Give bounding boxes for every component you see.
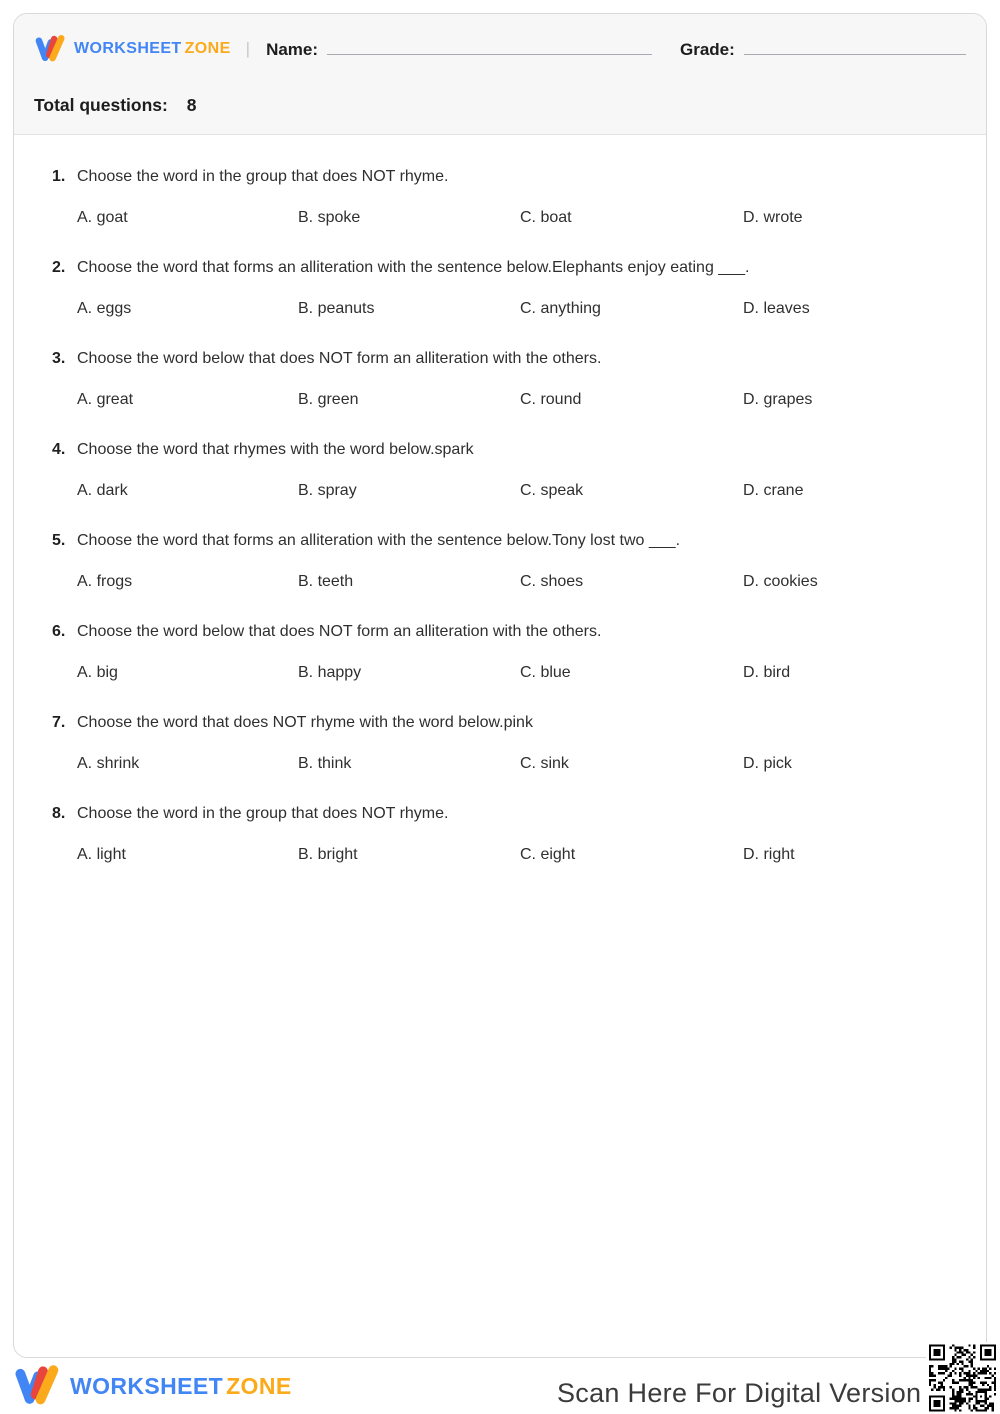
option-item[interactable]: D. crane xyxy=(743,482,804,499)
question-text: Choose the word that forms an alliteration with the sentence below.Elephants enjoy eating ___. xyxy=(77,259,750,276)
options-row xyxy=(77,571,946,592)
options-row xyxy=(77,480,946,501)
option-item[interactable]: C. anything xyxy=(520,300,601,317)
logo-worksheet-text: WORKSHEET xyxy=(70,1372,224,1399)
option-item[interactable]: B. think xyxy=(298,755,352,772)
question-number: 7. xyxy=(52,714,66,731)
option-item[interactable]: D. bird xyxy=(743,664,791,681)
options-row xyxy=(77,389,946,410)
question-item-4 xyxy=(52,439,946,501)
footer-logo xyxy=(13,1364,292,1408)
option-item[interactable]: D. leaves xyxy=(743,300,810,317)
option-item[interactable]: A. shrink xyxy=(77,755,140,772)
worksheetzone-logo-text xyxy=(74,40,231,58)
option-item[interactable]: C. boat xyxy=(520,209,572,226)
grade-input-line[interactable] xyxy=(744,39,966,55)
option-item[interactable]: B. spray xyxy=(298,482,357,499)
worksheetzone-logo-icon xyxy=(13,1364,62,1408)
option-item[interactable]: B. bright xyxy=(298,846,358,863)
logo-zone-text: ZONE xyxy=(184,40,231,57)
option-item[interactable]: C. sink xyxy=(520,755,569,772)
worksheet-card xyxy=(13,13,987,1358)
option-item[interactable]: B. teeth xyxy=(298,573,354,590)
total-questions-row xyxy=(34,96,966,114)
option-item[interactable]: A. big xyxy=(77,664,118,681)
question-text: Choose the word below that does NOT form an alliteration with the others. xyxy=(77,623,602,640)
options-row xyxy=(77,207,946,228)
grade-field xyxy=(680,39,966,60)
logo-worksheet-text: WORKSHEET xyxy=(74,40,182,57)
option-item[interactable]: B. green xyxy=(298,391,359,408)
name-label: Name: xyxy=(266,39,319,59)
question-number: 2. xyxy=(52,259,66,276)
question-text: Choose the word in the group that does NOT rhyme. xyxy=(77,805,449,822)
footer-logo-text xyxy=(70,1373,292,1400)
options-row xyxy=(77,844,946,865)
option-item[interactable]: D. wrote xyxy=(743,209,803,226)
question-item-6 xyxy=(52,621,946,683)
option-item[interactable]: B. spoke xyxy=(298,209,361,226)
option-item[interactable]: D. cookies xyxy=(743,573,818,590)
logo-separator: | xyxy=(245,39,251,58)
logo-zone-text: ZONE xyxy=(226,1372,292,1399)
option-item[interactable]: B. peanuts xyxy=(298,300,375,317)
question-number: 4. xyxy=(52,441,66,458)
question-item-2 xyxy=(52,257,946,319)
question-number: 8. xyxy=(52,805,66,822)
question-text: Choose the word that rhymes with the word below.spark xyxy=(77,441,474,458)
worksheetzone-logo-icon xyxy=(34,34,67,64)
name-field xyxy=(266,39,652,60)
total-questions-label: Total questions: xyxy=(34,95,168,115)
name-input-line[interactable] xyxy=(327,39,652,55)
option-item[interactable]: D. grapes xyxy=(743,391,813,408)
question-item-8 xyxy=(52,803,946,865)
total-questions-value: 8 xyxy=(186,95,197,115)
question-text: Choose the word in the group that does NOT rhyme. xyxy=(77,168,449,185)
option-item[interactable]: C. speak xyxy=(520,482,584,499)
qr-code-image xyxy=(926,1342,999,1414)
question-text: Choose the word that does NOT rhyme with the word below.pink xyxy=(77,714,533,731)
question-number: 3. xyxy=(52,350,66,367)
option-item[interactable]: A. eggs xyxy=(77,300,132,317)
option-item[interactable]: C. blue xyxy=(520,664,571,681)
question-text: Choose the word below that does NOT form an alliteration with the others. xyxy=(77,350,602,367)
question-item-5 xyxy=(52,530,946,592)
option-item[interactable]: A. light xyxy=(77,846,126,863)
option-item[interactable]: A. great xyxy=(77,391,134,408)
question-number: 5. xyxy=(52,532,66,549)
option-item[interactable]: C. shoes xyxy=(520,573,584,590)
worksheetzone-logo xyxy=(34,34,231,64)
questions-section xyxy=(14,135,986,865)
question-item-1 xyxy=(52,166,946,228)
option-item[interactable]: B. happy xyxy=(298,664,362,681)
question-item-7 xyxy=(52,712,946,774)
option-item[interactable]: A. frogs xyxy=(77,573,133,590)
option-item[interactable]: A. goat xyxy=(77,209,128,226)
option-item[interactable]: D. pick xyxy=(743,755,792,772)
question-item-3 xyxy=(52,348,946,410)
scan-here-text: Scan Here For Digital Version xyxy=(557,1378,922,1408)
question-text: Choose the word that forms an alliteration with the sentence below.Tony lost two ___. xyxy=(77,532,681,549)
option-item[interactable]: A. dark xyxy=(77,482,128,499)
options-row xyxy=(77,753,946,774)
options-row xyxy=(77,662,946,683)
header-row xyxy=(34,34,966,64)
option-item[interactable]: D. right xyxy=(743,846,795,863)
qr-code xyxy=(926,1342,999,1414)
grade-label: Grade: xyxy=(680,39,735,59)
option-item[interactable]: C. eight xyxy=(520,846,576,863)
question-number: 1. xyxy=(52,168,66,185)
card-header xyxy=(14,14,986,135)
question-number: 6. xyxy=(52,623,66,640)
option-item[interactable]: C. round xyxy=(520,391,582,408)
options-row xyxy=(77,298,946,319)
